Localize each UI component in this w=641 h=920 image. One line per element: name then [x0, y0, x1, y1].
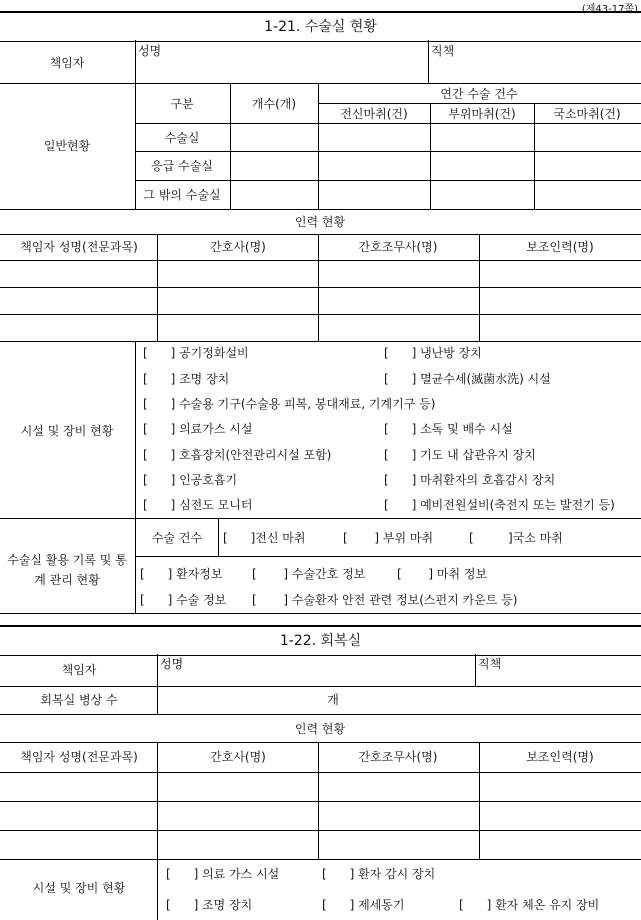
op-type-general[interactable]: [ ]전신 마취	[223, 531, 306, 545]
record-safety-info[interactable]: [ ] 수술환자 안전 관련 정보(스펀지 카운트 등)	[252, 593, 518, 607]
name-label-21: 성명	[138, 44, 162, 58]
staff-col-assistant-22: 보조인력(명)	[526, 750, 594, 764]
staff-col-nurse-21: 간호사(명)	[210, 240, 266, 254]
manager-label-21: 책임자	[49, 56, 85, 70]
staff-col-nurse-22: 간호사(명)	[210, 750, 266, 764]
facility-label-22: 시설 및 장비 현황	[32, 881, 126, 895]
position-label-21: 직책	[431, 44, 455, 58]
recovery-item-lighting[interactable]: [ ] 조명 장치	[166, 898, 253, 912]
staff-col-aide-22: 간호조무사(명)	[358, 750, 438, 764]
recovery-item-patient-monitor[interactable]: [ ] 환자 감시 장치	[322, 867, 436, 881]
row-operating-room: 수술실	[164, 131, 200, 145]
records-label: 수술실 활용 기록 및 통 계 관리 현황	[7, 553, 127, 587]
beds-label: 회복실 병상 수	[40, 693, 118, 707]
record-anesthesia-info[interactable]: [ ] 마취 정보	[397, 567, 488, 581]
col-type: 구분	[170, 97, 194, 111]
col-annual-surgeries: 연간 수술 건수	[440, 87, 518, 101]
row-other-room: 그 밖의 수술실	[143, 188, 221, 202]
row-emergency-room: 응급 수술실	[151, 159, 213, 173]
page-number: (제43-17쪽)	[581, 4, 638, 15]
facility-item-lighting[interactable]: [ ] 조명 장치	[143, 372, 230, 386]
sub-col-local-anesthesia: 국소마취(건)	[553, 107, 621, 121]
op-type-regional[interactable]: [ ] 부위 마취	[343, 531, 434, 545]
facility-item-breathing-monitor[interactable]: [ ] 마취환자의 호흡감시 장치	[384, 473, 556, 487]
facility-item-air-purifier[interactable]: [ ] 공기정화설비	[143, 346, 249, 360]
facility-item-respirator[interactable]: [ ] 호흡장치(안전관리시설 포함)	[143, 448, 332, 462]
facility-item-disinfection[interactable]: [ ] 소독 및 배수 시설	[384, 422, 513, 436]
record-patient-info[interactable]: [ ] 환자정보	[140, 567, 223, 581]
staff-col-manager-21: 책임자 성명(전문과목)	[20, 240, 138, 254]
beds-unit: 개	[327, 693, 339, 707]
recovery-item-defibrillator[interactable]: [ ] 제세동기	[322, 898, 405, 912]
recovery-item-medical-gas[interactable]: [ ] 의료 가스 시설	[166, 867, 280, 881]
name-label-22: 성명	[160, 657, 184, 671]
staff-col-manager-22: 책임자 성명(전문과목)	[20, 750, 138, 764]
sub-col-general-anesthesia: 전신마취(건)	[340, 107, 408, 121]
staff-col-assistant-21: 보조인력(명)	[526, 240, 594, 254]
section-title-22-text: 1-22. 회복실	[279, 633, 362, 649]
op-type-local[interactable]: [ ]국소 마취	[469, 531, 563, 545]
staff-title-21: 인력 현황	[294, 215, 346, 229]
facility-item-hvac[interactable]: [ ] 냉난방 장치	[384, 346, 482, 360]
section-title-21-text: 1-21. 수술실 현황	[264, 19, 377, 35]
facility-item-backup-power[interactable]: [ ] 예비전원설비(축전지 또는 발전기 등)	[384, 498, 615, 512]
staff-title-22: 인력 현황	[294, 722, 346, 736]
facility-item-ventilator[interactable]: [ ] 인공호흡기	[143, 473, 238, 487]
facility-item-surgical-tools[interactable]: [ ] 수술용 기구(수술용 피복, 봉대재료, 기계기구 등)	[143, 397, 436, 411]
record-surgery-info[interactable]: [ ] 수술 정보	[140, 593, 227, 607]
position-label-22: 직책	[478, 657, 502, 671]
section-title-22	[0, 625, 641, 656]
col-count: 개수(개)	[251, 97, 297, 111]
facility-item-medical-gas[interactable]: [ ] 의료가스 시설	[143, 422, 253, 436]
op-count-label: 수술 건수	[151, 531, 203, 545]
facility-item-ecg-monitor[interactable]: [ ] 심전도 모니터	[143, 498, 253, 512]
facility-item-intubation[interactable]: [ ] 기도 내 삽관유지 장치	[384, 448, 536, 462]
manager-label-22: 책임자	[61, 663, 97, 677]
facility-item-sterile-wash[interactable]: [ ] 멸균수세(滅菌水洗) 시설	[384, 372, 551, 386]
section-title-21	[0, 11, 641, 42]
sub-col-regional-anesthesia: 부위마취(건)	[448, 107, 516, 121]
recovery-item-warming[interactable]: [ ] 환자 체온 유지 장비	[459, 898, 600, 912]
general-label: 일반현황	[43, 139, 91, 153]
record-nursing-info[interactable]: [ ] 수술간호 정보	[252, 567, 366, 581]
facility-label-21: 시설 및 장비 현황	[20, 424, 114, 438]
staff-col-aide-21: 간호조무사(명)	[358, 240, 438, 254]
